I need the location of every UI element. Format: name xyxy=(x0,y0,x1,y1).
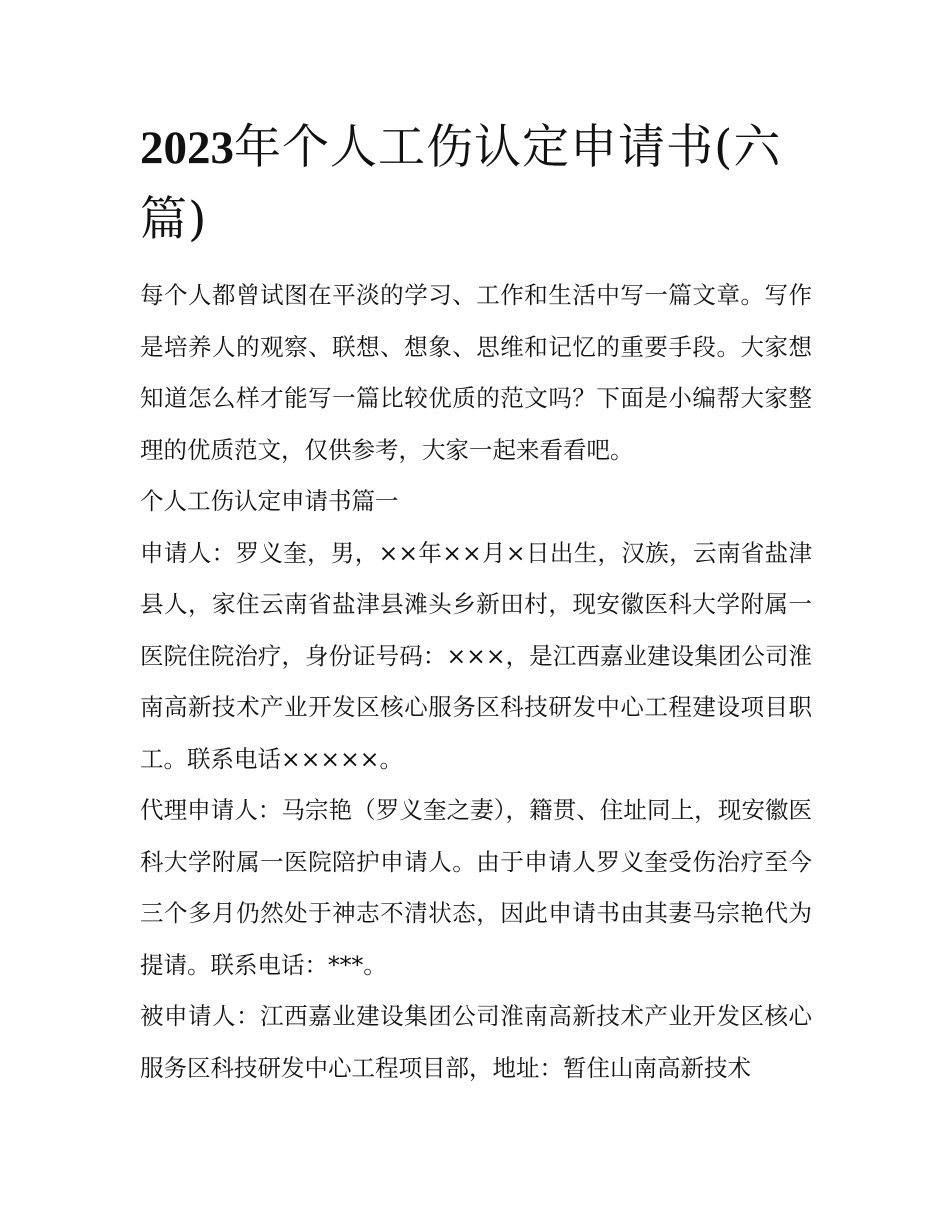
applicant-paragraph: 申请人：罗义奎，男，××年××月×日出生，汉族，云南省盐津县人，家住云南省盐津县滩头乡新田村，现安徽医科大学附属一医院住院治疗，身份证号码：×××，是江西嘉业建设集团公司淮南高新技术产业开发区核心服务区科技研发中心工程建设项目职工。联系电话×××××。 xyxy=(140,538,812,773)
title-year: 2023 xyxy=(140,122,234,174)
document-page xyxy=(140,112,812,1094)
agent-applicant-paragraph: 代理申请人：马宗艳（罗义奎之妻），籍贯、住址同上，现安徽医科大学附属一医院陪护申请人。由于申请人罗义奎受伤治疗至今三个多月仍然处于神志不清状态，因此申请书由其妻马宗艳代为提请。联系电话：***。 xyxy=(140,796,812,979)
document-body xyxy=(140,270,812,1094)
title-text: 年个人工伤认定申请书(六篇) xyxy=(140,120,782,247)
section-heading: 个人工伤认定申请书篇一 xyxy=(140,487,399,515)
intro-paragraph: 每个人都曾试图在平淡的学习、工作和生活中写一篇文章。写作是培养人的观察、联想、想象、思维和记忆的重要手段。大家想知道怎么样才能写一篇比较优质的范文吗？下面是小编帮大家整理的优质范文，仅供参考，大家一起来看看吧。 xyxy=(140,281,812,464)
document-title xyxy=(140,112,812,256)
respondent-paragraph: 被申请人：江西嘉业建设集团公司淮南高新技术产业开发区核心服务区科技研发中心工程项目部，地址：暂住山南高新技术 xyxy=(140,1002,812,1082)
